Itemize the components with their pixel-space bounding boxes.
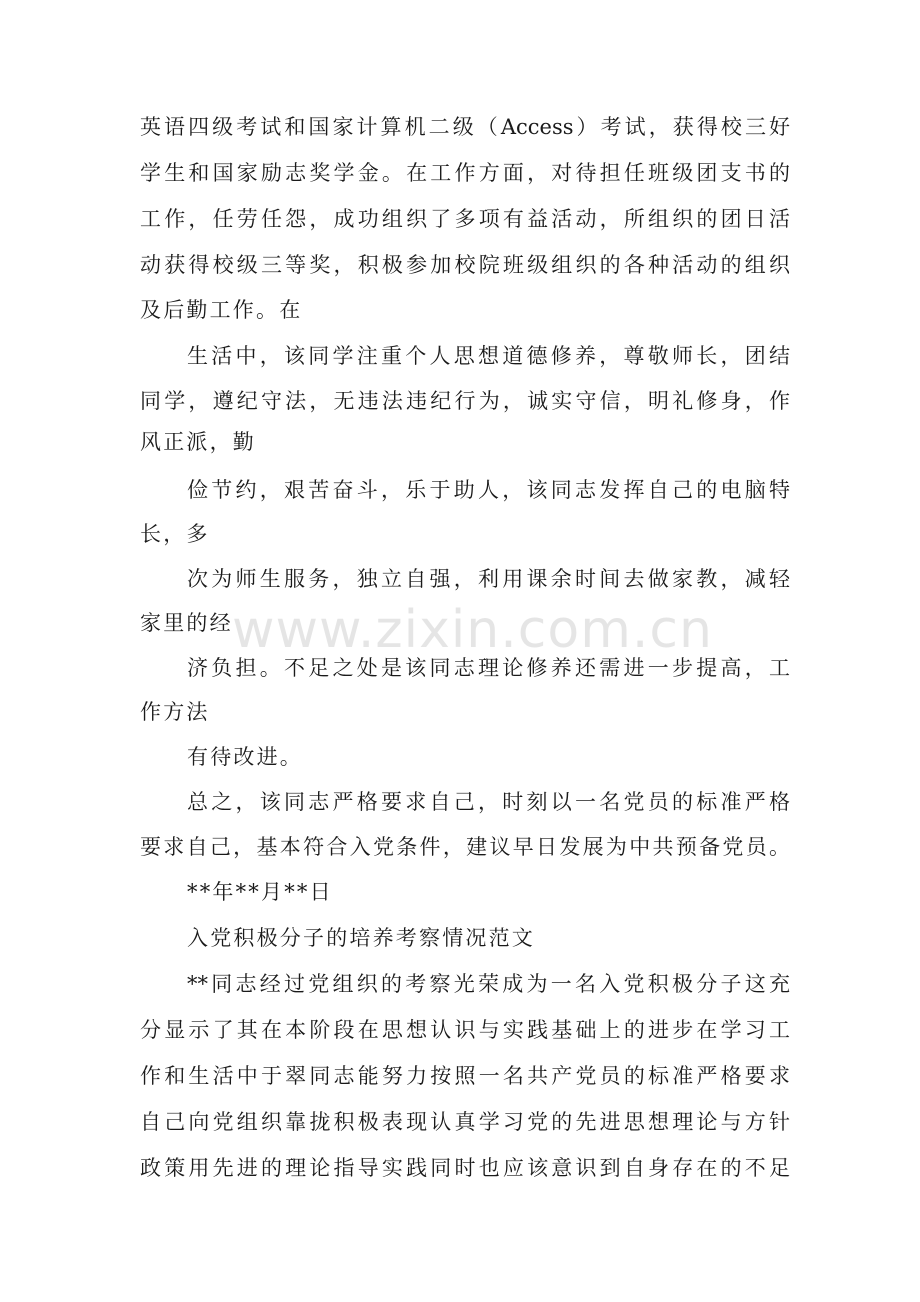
text-line: 有待改进。 <box>187 745 303 769</box>
text-line: 家里的经 <box>140 611 233 635</box>
text-line: 作方法 <box>140 700 210 724</box>
text-line: 长，多 <box>140 522 210 546</box>
text-line: 次为师生服务，独立自强，利用课余时间去做家教，减轻 <box>187 567 790 591</box>
text-line: 动获得校级三等奖，积极参加校院班级组织的各种活动的组织 <box>140 253 790 277</box>
text-line: 英语四级考试和国家计算机二级（Access）考试，获得校三好 <box>140 115 790 139</box>
text-line: 及后勤工作。在 <box>140 298 303 322</box>
text-line: 俭节约，艰苦奋斗，乐于助人，该同志发挥自己的电脑特 <box>187 478 790 502</box>
text-line: 生活中，该同学注重个人思想道德修养，尊敬师长，团结 <box>187 344 790 368</box>
watermark: www.zixin.com.cn <box>232 600 713 660</box>
text-line: 自己向党组织靠拢积极表现认真学习党的先进思想理论与方针 <box>140 1110 790 1134</box>
text-line: **年**月**日 <box>187 880 333 904</box>
text-line: 风正派，勤 <box>140 430 256 454</box>
text-line: **同志经过党组织的考察光荣成为一名入党积极分子这充 <box>187 972 790 996</box>
text-line: 同学，遵纪守法，无违法违纪行为，诚实守信，明礼修身，作 <box>140 389 790 413</box>
text-line: 工作，任劳任怨，成功组织了多项有益活动，所组织的团日活 <box>140 207 790 231</box>
text-line: 学生和国家励志奖学金。在工作方面，对待担任班级团支书的 <box>140 161 790 185</box>
text-line: 政策用先进的理论指导实践同时也应该意识到自身存在的不足 <box>140 1156 790 1180</box>
text-line: 入党积极分子的培养考察情况范文 <box>187 926 535 950</box>
text-line: 分显示了其在本阶段在思想认识与实践基础上的进步在学习工 <box>140 1018 790 1042</box>
text-line: 济负担。不足之处是该同志理论修养还需进一步提高，工 <box>187 656 790 680</box>
text-line: 总之，该同志严格要求自己，时刻以一名党员的标准严格 <box>187 790 790 814</box>
text-line: 要求自己，基本符合入党条件，建议早日发展为中共预备党员。 <box>140 835 790 859</box>
text-line: 作和生活中于翠同志能努力按照一名共产党员的标准严格要求 <box>140 1064 790 1088</box>
